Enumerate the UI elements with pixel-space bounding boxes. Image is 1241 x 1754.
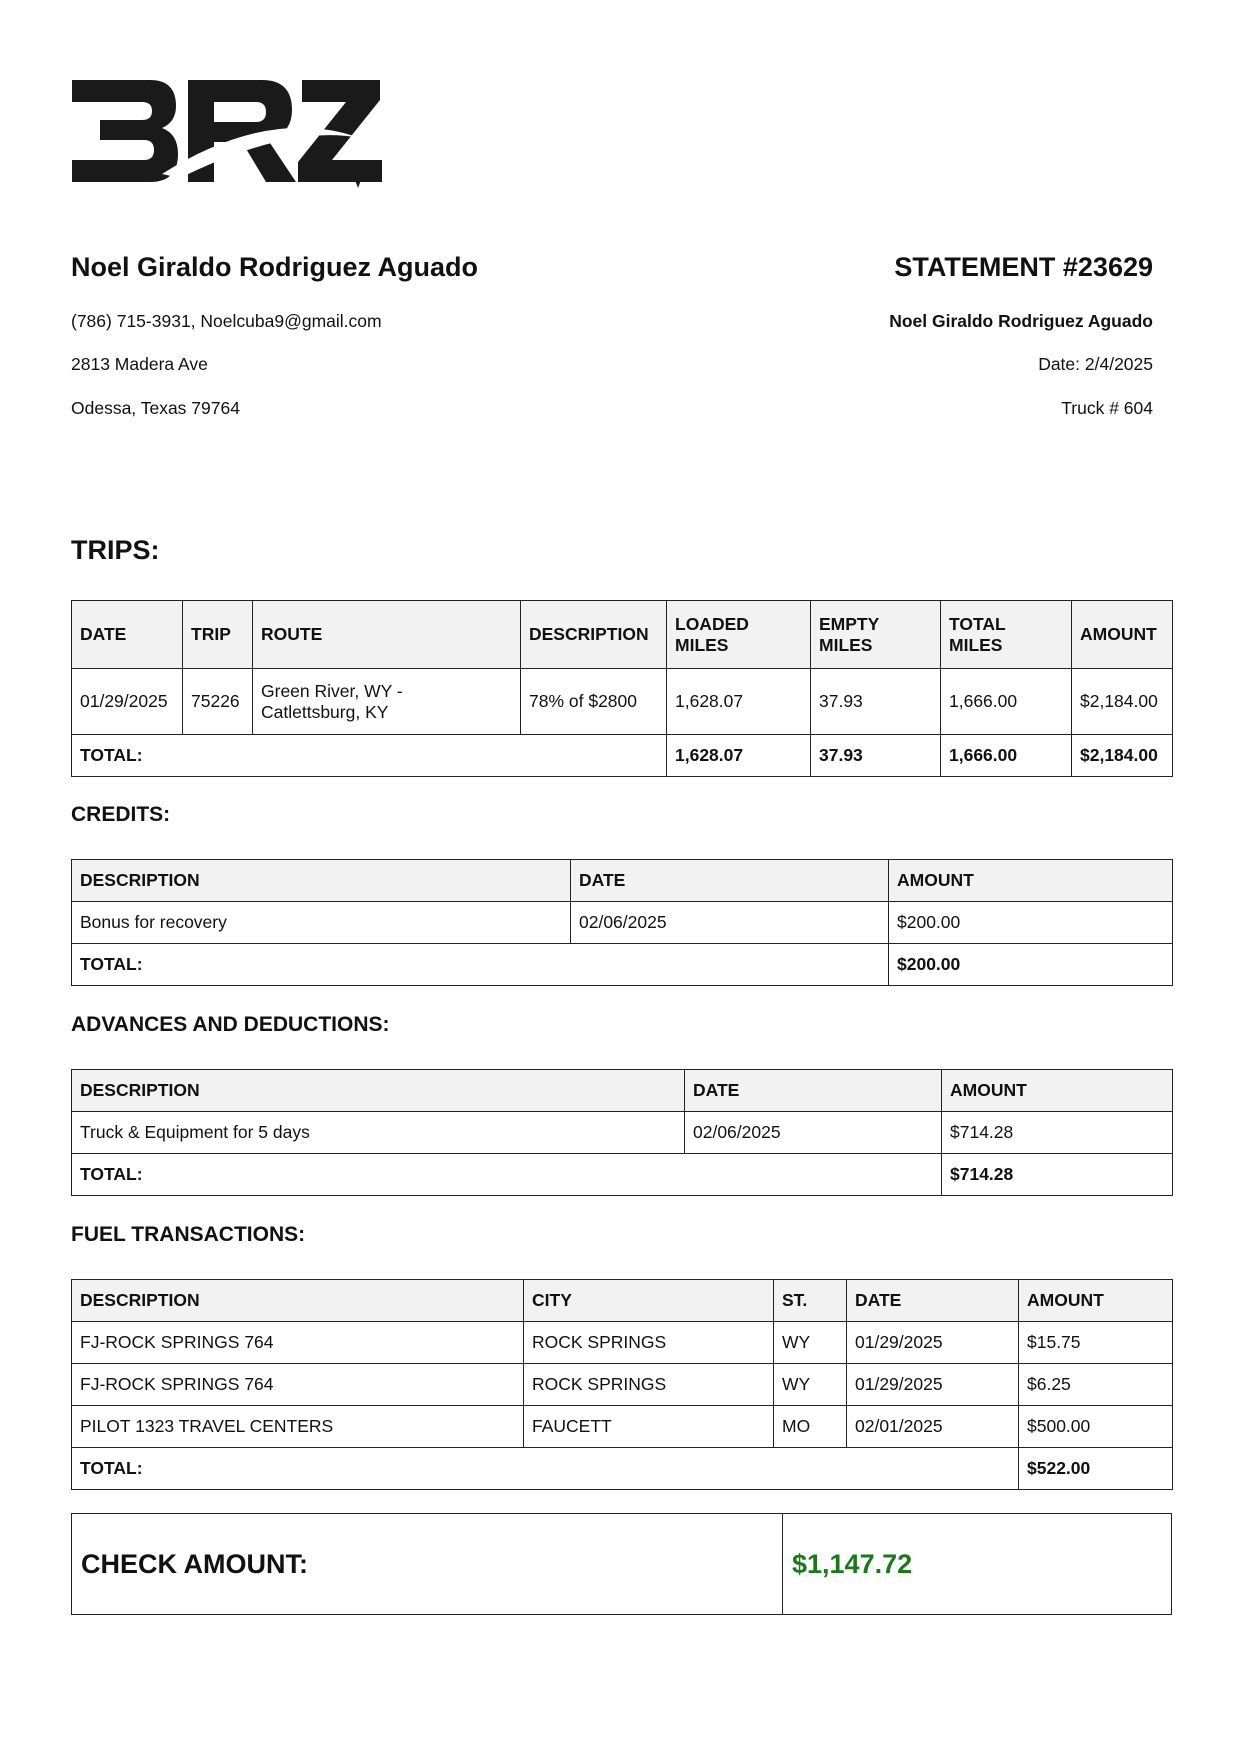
col-header: DATE bbox=[847, 1280, 1019, 1322]
driver-contact: (786) 715-3931, Noelcuba9@gmail.com bbox=[71, 311, 382, 331]
truck-number: Truck # 604 bbox=[1061, 398, 1153, 418]
deduction-description: Truck & Equipment for 5 days bbox=[72, 1112, 685, 1154]
trip-total-miles: 1,666.00 bbox=[941, 669, 1072, 735]
fuel-state: WY bbox=[774, 1364, 847, 1406]
total-label: TOTAL: bbox=[72, 1154, 942, 1196]
credit-date: 02/06/2025 bbox=[571, 902, 889, 944]
table-row bbox=[72, 902, 1173, 944]
table-row bbox=[72, 1112, 1173, 1154]
total-row bbox=[72, 944, 1173, 986]
table-row bbox=[72, 1364, 1173, 1406]
driver-address-line2: Odessa, Texas 79764 bbox=[71, 398, 240, 418]
trip-number: 75226 bbox=[183, 669, 253, 735]
col-header: ROUTE bbox=[253, 601, 521, 669]
fuel-description: FJ-ROCK SPRINGS 764 bbox=[72, 1364, 524, 1406]
fuel-date: 01/29/2025 bbox=[847, 1322, 1019, 1364]
col-header: AMOUNT bbox=[1072, 601, 1173, 669]
driver-name: Noel Giraldo Rodriguez Aguado bbox=[71, 252, 479, 282]
col-header: TOTAL MILES bbox=[941, 601, 1072, 669]
trip-empty-miles: 37.93 bbox=[811, 669, 941, 735]
col-header: EMPTY MILES bbox=[811, 601, 941, 669]
col-header: DATE bbox=[571, 860, 889, 902]
fuel-title: FUEL TRANSACTIONS: bbox=[71, 1223, 306, 1246]
fuel-header-row bbox=[72, 1280, 1173, 1322]
deduction-date: 02/06/2025 bbox=[685, 1112, 942, 1154]
credits-header-row bbox=[72, 860, 1173, 902]
deductions-title: ADVANCES AND DEDUCTIONS: bbox=[71, 1013, 390, 1036]
total-label: TOTAL: bbox=[72, 1448, 1019, 1490]
fuel-table bbox=[71, 1279, 1173, 1490]
fuel-description: PILOT 1323 TRAVEL CENTERS bbox=[72, 1406, 524, 1448]
total-amount: $2,184.00 bbox=[1072, 735, 1173, 777]
credits-table bbox=[71, 859, 1173, 986]
fuel-amount: $6.25 bbox=[1019, 1364, 1173, 1406]
col-header: AMOUNT bbox=[889, 860, 1173, 902]
statement-date: Date: 2/4/2025 bbox=[1038, 354, 1153, 374]
col-header: DESCRIPTION bbox=[521, 601, 667, 669]
fuel-state: WY bbox=[774, 1322, 847, 1364]
col-header: DATE bbox=[72, 601, 183, 669]
deductions-header-row bbox=[72, 1070, 1173, 1112]
col-header: DESCRIPTION bbox=[72, 1070, 685, 1112]
check-amount-value: $1,147.72 bbox=[792, 1548, 913, 1579]
col-header: AMOUNT bbox=[942, 1070, 1173, 1112]
trip-amount: $2,184.00 bbox=[1072, 669, 1173, 735]
fuel-amount: $500.00 bbox=[1019, 1406, 1173, 1448]
total-label: TOTAL: bbox=[72, 735, 667, 777]
statement-driver-name: Noel Giraldo Rodriguez Aguado bbox=[889, 311, 1153, 331]
total-amount: $714.28 bbox=[942, 1154, 1173, 1196]
total-row bbox=[72, 1448, 1173, 1490]
fuel-amount: $15.75 bbox=[1019, 1322, 1173, 1364]
total-amount: $200.00 bbox=[889, 944, 1173, 986]
total-row bbox=[72, 735, 1173, 777]
route-line: Green River, WY - bbox=[261, 680, 403, 701]
company-logo bbox=[70, 78, 390, 196]
credit-description: Bonus for recovery bbox=[72, 902, 571, 944]
deductions-table bbox=[71, 1069, 1173, 1196]
statement-title: STATEMENT #23629 bbox=[894, 252, 1153, 282]
driver-address-line1: 2813 Madera Ave bbox=[71, 354, 208, 374]
trip-loaded-miles: 1,628.07 bbox=[667, 669, 811, 735]
col-header: ST. bbox=[774, 1280, 847, 1322]
col-header: DESCRIPTION bbox=[72, 860, 571, 902]
col-header: CITY bbox=[524, 1280, 774, 1322]
check-amount-label: CHECK AMOUNT: bbox=[72, 1514, 783, 1614]
fuel-city: FAUCETT bbox=[524, 1406, 774, 1448]
total-loaded-miles: 1,628.07 bbox=[667, 735, 811, 777]
col-header: DESCRIPTION bbox=[72, 1280, 524, 1322]
total-empty-miles: 37.93 bbox=[811, 735, 941, 777]
trips-header-row bbox=[72, 601, 1173, 669]
table-row bbox=[72, 669, 1173, 735]
fuel-description: FJ-ROCK SPRINGS 764 bbox=[72, 1322, 524, 1364]
route-line: Catlettsburg, KY bbox=[261, 701, 389, 722]
check-amount-box bbox=[71, 1513, 1172, 1615]
credit-amount: $200.00 bbox=[889, 902, 1173, 944]
trips-table bbox=[71, 600, 1173, 777]
total-total-miles: 1,666.00 bbox=[941, 735, 1072, 777]
fuel-date: 01/29/2025 bbox=[847, 1364, 1019, 1406]
col-header: TRIP bbox=[183, 601, 253, 669]
fuel-date: 02/01/2025 bbox=[847, 1406, 1019, 1448]
table-row bbox=[72, 1406, 1173, 1448]
deduction-amount: $714.28 bbox=[942, 1112, 1173, 1154]
col-header: AMOUNT bbox=[1019, 1280, 1173, 1322]
total-label: TOTAL: bbox=[72, 944, 889, 986]
col-header: LOADED MILES bbox=[667, 601, 811, 669]
trips-title: TRIPS: bbox=[71, 535, 160, 565]
total-row bbox=[72, 1154, 1173, 1196]
credits-title: CREDITS: bbox=[71, 803, 171, 826]
fuel-city: ROCK SPRINGS bbox=[524, 1322, 774, 1364]
table-row bbox=[72, 1322, 1173, 1364]
fuel-city: ROCK SPRINGS bbox=[524, 1364, 774, 1406]
trip-route bbox=[253, 669, 521, 735]
col-header: DATE bbox=[685, 1070, 942, 1112]
trip-date: 01/29/2025 bbox=[72, 669, 183, 735]
fuel-state: MO bbox=[774, 1406, 847, 1448]
trip-description: 78% of $2800 bbox=[521, 669, 667, 735]
total-amount: $522.00 bbox=[1019, 1448, 1173, 1490]
